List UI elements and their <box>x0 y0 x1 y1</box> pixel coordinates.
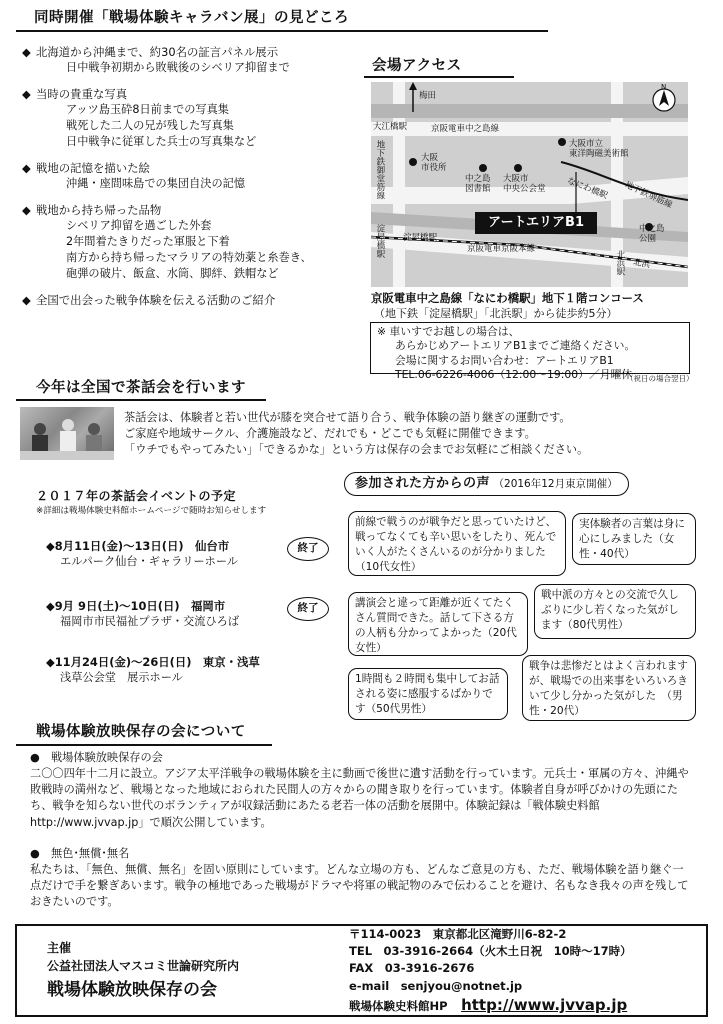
access-caption: 京阪電車中之島線「なにわ橋駅」地下１階コンコース <box>371 291 644 305</box>
map-north-label: N <box>661 83 667 91</box>
map-museum-label: 大阪市立 東洋陶磁美術館 <box>569 139 629 159</box>
about-section2-text: 私たちは、「無色、無償、無名」を固い原則にしています。どんな立場の方も、どんなご意見の方も、ただ、戦場体験を語り継ぐ一点だけで手を繋ぎあいます。戦争の極地であった戦場がドラマや将軍の戦記物のみで伝わることを避け、名もなき我々の声を残しておきたいのです。 <box>30 863 689 909</box>
voice-bubble: 1時間も２時間も集中してお話される姿に感服するばかりです（50代男性） <box>348 668 508 720</box>
map-nakanoshima-park-label: 中之島 公園 <box>639 224 665 244</box>
access-note-holiday: （祝日の場合翌日） <box>626 374 694 383</box>
map-hall-label: 大阪市 中央公会堂 <box>503 174 546 194</box>
events-heading: ２０１７年の茶話会イベントの予定 <box>36 489 237 503</box>
exhibit-heading-rule <box>16 30 548 32</box>
map-oebashi-label: 大江橋駅 <box>373 122 408 132</box>
event-item: ◆11月24日(金)～26日(日) 東京・浅草 浅草公会堂 展示ホール <box>46 655 260 685</box>
access-walk: （地下鉄「淀屋橋駅」「北浜駅」から徒歩約5分） <box>374 307 618 320</box>
map-sakaisuji-label: 地下鉄堺筋線 <box>623 180 674 211</box>
done-stamp: 終了 <box>287 537 329 561</box>
access-note-box: ※ 車いすでお越しの場合は、 あらかじめアートエリアB1までご連絡ください。 会場に関するお問い合わせ：アートエリアB1 TEL.06-6226-4006（12:00～19:00）／月曜休 <box>370 322 690 374</box>
tea-photo <box>20 407 114 460</box>
exhibit-item: ◆ 戦地から持ち帰った品物 シベリア抑留を過ごした外套 2年間着たきりだった軍服と下着 南方から持ち帰ったマラリアの特効薬と糸巻き、 砲弾の破片、飯盒、水筒、脚絆、鉄帽など <box>22 203 312 280</box>
exhibit-heading: 同時開催「戦場体験キャラバン展」の見どころ <box>34 10 349 26</box>
voices-heading-wrap <box>344 472 629 496</box>
footer-hp-label: 戦場体験史料館HP <box>349 999 448 1013</box>
map-kitahama-road-label: 北浜 <box>632 257 651 271</box>
about-heading-rule <box>16 744 272 746</box>
map-umeda-label: 梅田 <box>419 91 437 101</box>
map-city-office-label: 大阪 市役所 <box>421 153 447 173</box>
map-naniwabashi-label: なにわ橋駅 <box>565 176 609 202</box>
voice-bubble: 前線で戦うのが戦争だと思っていたけど、戦ってなくても辛い思いをしたり、死んでいく人がたくさんいるのが分かりました（10代女性） <box>348 511 566 576</box>
footer-hp-link[interactable]: http://www.jvvap.jp <box>461 996 628 1014</box>
access-heading: 会場アクセス <box>372 58 462 74</box>
footer-tel: TEL 03-3916-2664（火木土日祝 10時～17時） <box>349 944 632 958</box>
about-heading: 戦場体験放映保存の会について <box>36 724 246 740</box>
done-stamp: 終了 <box>287 597 329 621</box>
diamond-bullet-icon: ◆ <box>22 161 31 175</box>
about-section2-title: ● 無色･無償･無名 <box>30 847 130 860</box>
organizer-org-line: 公益社団法人マスコミ世論研究所内 <box>47 959 240 973</box>
event-item: ◆8月11日(金)～13日(日) 仙台市 エルパーク仙台・ギャラリーホール <box>46 539 238 569</box>
exhibit-item: ◆ 当時の貴重な写真 アッツ島玉砕8日前までの写真集 戦死した二人の兄が残した写真集 日中戦争に従軍した兵士の写真集など <box>22 87 257 149</box>
voice-bubble: 講演会と違って距離が近くてたくさん質問できた。話して下さる方の人柄も分かってよかった（20代女性） <box>348 592 528 656</box>
tea-heading: 今年は全国で茶話会を行います <box>36 380 246 396</box>
events-note: ※詳細は戦場体験史料館ホームページで随時お知らせします <box>36 506 267 516</box>
organizer-label: 主催 <box>47 941 72 955</box>
access-heading-rule <box>364 76 514 78</box>
map-keihan-main-label: 京阪電車京阪本線 <box>467 244 536 254</box>
about-section1-title: ● 戦場体験放映保存の会 <box>30 751 163 764</box>
map-library-label: 中之島 図書館 <box>465 174 491 194</box>
map-kitahama-v-label: 北浜駅 <box>614 250 625 276</box>
voice-bubble: 実体験者の言葉は身に心にしみました（女性・40代） <box>572 513 696 565</box>
tea-photo-figures <box>20 407 114 460</box>
exhibit-item: ◆ 全国で出会った戦争体験を伝える活動のご紹介 <box>22 292 276 307</box>
exhibit-list <box>22 44 367 308</box>
footer-hp <box>349 995 627 1016</box>
voices-heading-note: （2016年12月東京開催） <box>493 478 618 490</box>
tea-text: 茶話会は、体験者と若い世代が膝を突合せて語り合う、戦争体験の語り継ぎの運動です。 ご家庭や地域サークル、介護施設など、だれでも・どこでも気軽に開催できます。 「ウチでもやってみたい」「できるかな」という方は保存の会までお気軽にご相談ください。 <box>124 411 589 457</box>
tea-heading-rule <box>16 399 266 401</box>
footer-address: 〒114-0023 東京都北区滝野川6-82-2 <box>349 927 567 941</box>
voices-heading: 参加された方からの声 <box>355 476 491 491</box>
footer-email[interactable]: e-mail senjyou@notnet.jp <box>349 979 523 993</box>
exhibit-item: ◆ 戦地の記憶を描いた絵 沖縄・座間味島での集団自決の記憶 <box>22 161 246 191</box>
map-art-area-marker: アートエリアB1 <box>475 212 597 234</box>
footer-box <box>15 924 708 1017</box>
footer-fax: FAX 03-3916-2676 <box>349 961 475 975</box>
diamond-bullet-icon: ◆ <box>22 203 31 218</box>
voice-bubble: 戦中派の方々との交流で久しぶりに少し若くなった気がします（80代男性） <box>534 584 696 639</box>
about-section1-text: 二〇〇四年十二月に設立。アジア太平洋戦争の戦場体験を主に動画で後世に遺す活動を行っています。元兵士・軍属の方々、沖縄や敗戦時の満州など、戦場となった地域におられた民間人の方々からの聞き取りを行っています。体験者自身が呼びかけの先頭にたち、戦争を知らない世代のボランティアが収録活動にあたる老若一体の活動を展開中。体験記録は「戦体験史料館http://www.jvvap.jp」で順次公開しています。 <box>30 767 689 829</box>
map-yodoyabashi-v-label: 淀屋橋駅 <box>374 224 385 258</box>
diamond-bullet-icon: ◆ <box>22 87 31 102</box>
map-yodoyabashi-label: 淀屋橋駅 <box>403 233 438 243</box>
map-midosuji-label: 地下鉄御堂筋線 <box>374 140 385 200</box>
access-map <box>371 82 688 287</box>
voice-bubble: 戦争は悲惨だとはよく言われますが、戦場での出来事をいろいろきいて少し分かった気がした （男性・20代） <box>522 655 696 721</box>
event-item: ◆9月 9日(土)～10日(日) 福岡市 福岡市市民福祉プラザ・交流ひろば <box>46 599 240 629</box>
diamond-bullet-icon: ◆ <box>22 292 31 307</box>
map-keihan-nakanoshima-label: 京阪電車中之島線 <box>431 124 500 134</box>
exhibit-item: ◆ 北海道から沖縄まで、約30名の証言パネル展示 日中戦争初期から敗戦後のシベリア抑留まで <box>22 45 290 75</box>
diamond-bullet-icon: ◆ <box>22 45 31 59</box>
organizer-name: 戦場体験放映保存の会 <box>47 980 217 1000</box>
